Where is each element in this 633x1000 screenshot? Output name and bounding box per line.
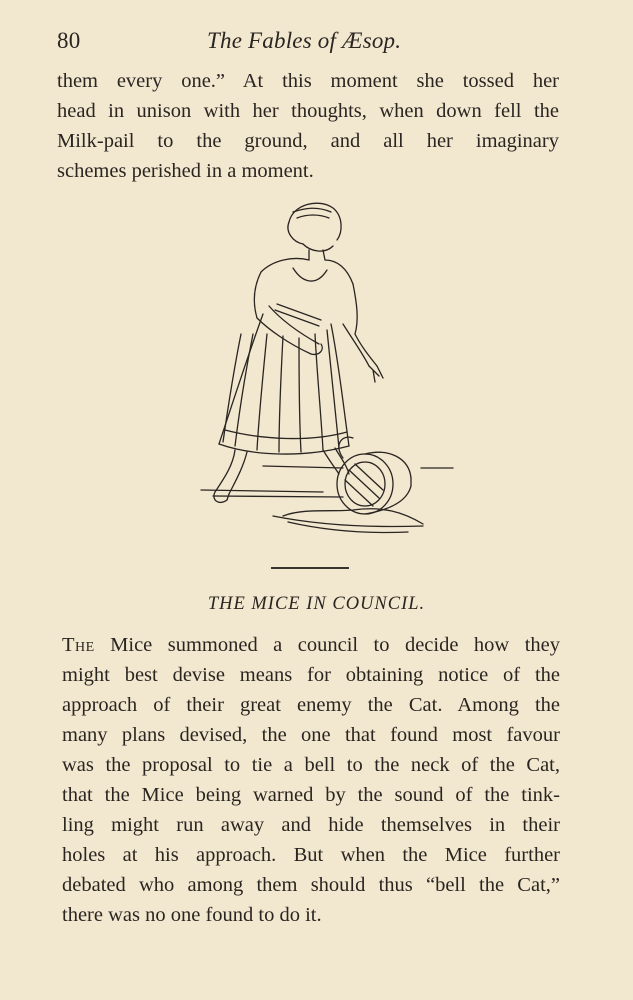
text-line: holes at his approach. But when the Mice further: [62, 844, 560, 866]
text-line: that the Mice being warned by the sound of the tink-: [62, 784, 560, 806]
page-number: 80: [57, 28, 81, 53]
first-line-text: Mice summoned a council to decide how they: [94, 634, 560, 656]
text-line: them every one.” At this moment she tossed her: [57, 70, 559, 92]
section-divider: [271, 567, 349, 569]
fable-title: THE MICE IN COUNCIL.: [207, 594, 426, 614]
text-line: many plans devised, the one that found most favour: [62, 724, 560, 746]
milkmaid-spilling-pail-illustration: [193, 194, 457, 540]
continuation-paragraph: [57, 66, 559, 186]
text-line: schemes perished in a moment.: [57, 160, 314, 182]
text-line: Milk-pail to the ground, and all her imaginary: [57, 130, 559, 152]
text-line: ling might run away and hide themselves in their: [62, 814, 560, 836]
page-header: [57, 28, 557, 58]
running-title: The Fables of Æsop.: [207, 28, 402, 53]
text-line: approach of their great enemy the Cat. Among the: [62, 694, 560, 716]
lead-word: The: [62, 634, 95, 656]
text-line: was the proposal to tie a bell to the neck of the Cat,: [62, 754, 560, 776]
text-line: head in unison with her thoughts, when down fell the: [57, 100, 559, 122]
text-line: debated who among them should thus “bell the Cat,”: [62, 874, 560, 896]
text-line: might best devise means for obtaining notice of the: [62, 664, 560, 686]
text-line: there was no one found to do it.: [62, 904, 322, 926]
text-line: [62, 630, 560, 660]
fable-paragraph: [62, 630, 560, 930]
